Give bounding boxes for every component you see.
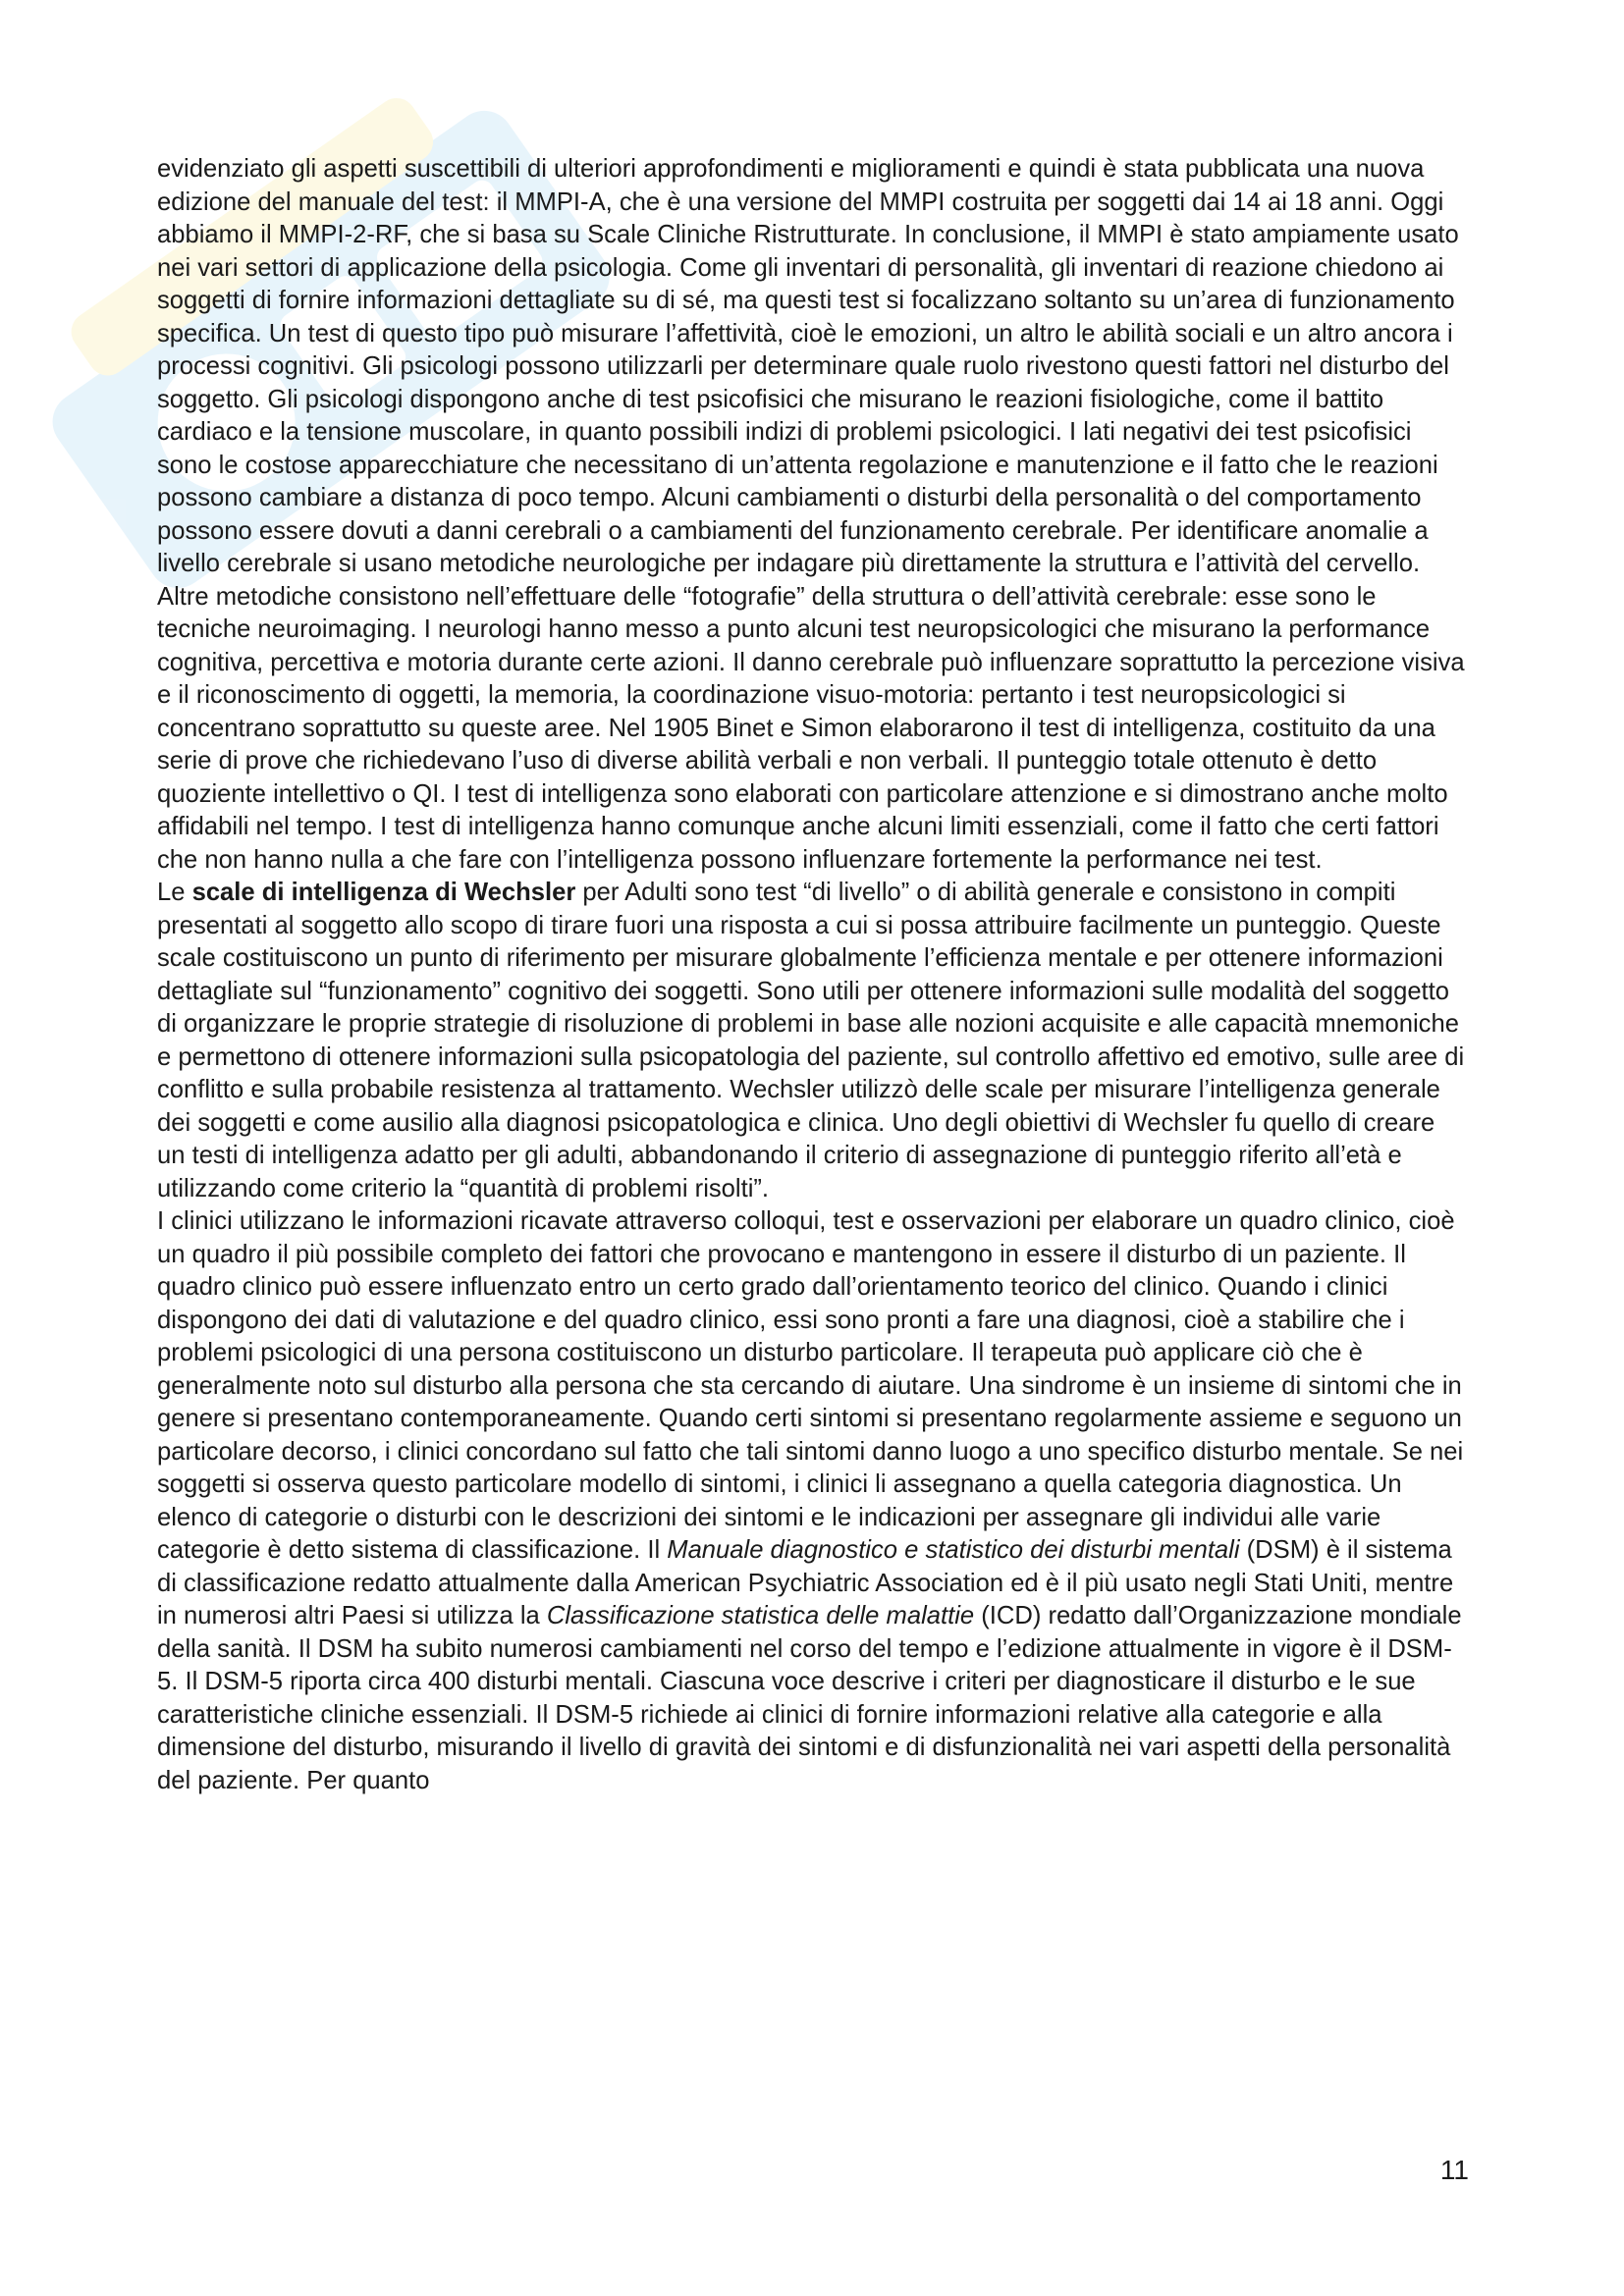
paragraph-2-text: per Adulti sono test “di livello” o di abilità generale e consistono in compiti presentati al soggetto allo scopo di tirare fuori una risposta a cui si possa attribuire facilmente un punteggio. Queste scale costituiscono un punto di riferimento per misurare globalmente l’efficienza mentale e per ottenere informazioni dettagliate sul “funzionamento” cognitivo dei soggetti. Sono utili per ottenere informazioni sulle modalità del soggetto di organizzare le proprie strategie di risoluzione di problemi in base alle nozioni acquisite e alle capacità mnemoniche e permettono di ottenere informazioni sulla psicopatologia del paziente, sul controllo affettivo ed emotivo, sulle aree di conflitto e sulla probabile resistenza al trattamento. Wechsler utilizzò delle scale per misurare l’intelligenza generale dei soggetti e come ausilio alla diagnosi psicopatologica e clinica. Uno degli obiettivi di Wechsler fu quello di creare un testi di intelligenza adatto per gli adulti, abbandonando il criterio di assegnazione di punteggio riferito all’età e utilizzando come criterio la “quantità di problemi risolti”. xyxy=(157,879,1465,1202)
paragraph-2-text-lead: Le xyxy=(157,879,192,906)
paragraph-3 xyxy=(157,1205,1469,1797)
paragraph-3-text-b: (DSM) è il sistema di classificazione redatto attualmente dalla American Psychiatric Association ed è il più usato negli Stati Uniti, mentre in numerosi altri Paesi si utilizza la xyxy=(157,1536,1454,1629)
paragraph-1-text: evidenziato gli aspetti suscettibili di ulteriori approfondimenti e miglioramenti e quindi è stata pubblicata una nuova edizione del manuale del test: il MMPI-A, che è una versione del MMPI costruita per soggetti dai 14 ai 18 anni. Oggi abbiamo il MMPI-2-RF, che si basa su Scale Cliniche Ristrutturate. In conclusione, il MMPI è stato ampiamente usato nei vari settori di applicazione della psicologia. Come gli inventari di personalità, gli inventari di reazione chiedono ai soggetti di fornire informazioni dettagliate su di sé, ma questi test si focalizzano soltanto su un’area di funzionamento specifica. Un test di questo tipo può misurare l’affettività, cioè le emozioni, un altro le abilità sociali e un altro ancora i processi cognitivi. Gli psicologi possono utilizzarli per determinare quale ruolo rivestono questi fattori nel disturbo del soggetto. Gli psicologi dispongono anche di test psicofisici che misurano le reazioni fisiologiche, come il battito cardiaco e la tensione muscolare, in quanto possibili indizi di problemi psicologici. I lati negativi dei test psicofisici sono le costose apparecchiature che necessitano di un’attenta regolazione e manutenzione e il fatto che le reazioni possono cambiare a distanza di poco tempo. Alcuni cambiamenti o disturbi della personalità o del comportamento possono essere dovuti a danni cerebrali o a cambiamenti del funzionamento cerebrale. Per identificare anomalie a livello cerebrale si usano metodiche neurologiche per indagare più direttamente la struttura e l’attività del cervello. Altre metodiche consistono nell’effettuare delle “fotografie” della struttura o dell’attività cerebrale: esse sono le tecniche neuroimaging. I neurologi hanno messo a punto alcuni test neuropsicologici che misurano la performance cognitiva, percettiva e motoria durante certe azioni. Il danno cerebrale può influenzare soprattutto la percezione visiva e il riconoscimento di oggetti, la memoria, la coordinazione visuo-motoria: pertanto i test neuropsicologici si concentrano soprattutto su queste aree. Nel 1905 Binet e Simon elaborarono il test di intelligenza, costituito da una serie di prove che richiedevano l’uso di diverse abilità verbali e non verbali. Il punteggio totale ottenuto è detto quoziente intellettivo o QI. I test di intelligenza sono elaborati con particolare attenzione e si dimostrano anche molto affidabili nel tempo. I test di intelligenza hanno comunque anche alcuni limiti essenziali, come il fatto che certi fattori che non hanno nulla a che fare con l’intelligenza possono influenzare fortemente la performance nei test. xyxy=(157,155,1465,874)
paragraph-3-text-a: I clinici utilizzano le informazioni ricavate attraverso colloqui, test e osservazioni per elaborare un quadro clinico, cioè un quadro il più possibile completo dei fattori che provocano e mantengono in essere il disturbo di un paziente. Il quadro clinico può essere influenzato entro un certo grado dall’orientamento teorico del clinico. Quando i clinici dispongono dei dati di valutazione e del quadro clinico, essi sono pronti a fare una diagnosi, cioè a stabilire che i problemi psicologici di una persona costituiscono un disturbo particolare. Il terapeuta può applicare ciò che è generalmente noto sul disturbo alla persona che sta cercando di aiutare. Una sindrome è un insieme di sintomi che in genere si presentano contemporaneamente. Quando certi sintomi si presentano regolarmente assieme e seguono un particolare decorso, i clinici concordano sul fatto che tali sintomi danno luogo a uno specifico disturbo mentale. Se nei soggetti si osserva questo particolare modello di sintomi, i clinici li assegnano a quella categoria diagnostica. Un elenco di categorie o disturbi con le descrizioni dei sintomi e le indicazioni per assegnare gli individui alle varie categorie è detto sistema di classificazione. Il xyxy=(157,1207,1464,1564)
page-body xyxy=(157,153,1469,1797)
icd-title: Classificazione statistica delle malattie xyxy=(546,1602,975,1629)
wechsler-scales-term: scale di intelligenza di Wechsler xyxy=(191,879,576,906)
dsm-title: Manuale diagnostico e statistico dei disturbi mentali xyxy=(667,1536,1240,1564)
page-number: 11 xyxy=(1439,2155,1469,2185)
paragraph-1 xyxy=(157,153,1469,877)
paragraph-2 xyxy=(157,877,1469,1205)
paragraph-3-text-c: (ICD) redatto dall’Organizzazione mondiale della sanità. Il DSM ha subito numerosi cambiamenti nel corso del tempo e l’edizione attualmente in vigore è il DSM-5. Il DSM-5 riporta circa 400 disturbi mentali. Ciascuna voce descrive i criteri per diagnosticare il disturbo e le sue caratteristiche cliniche essenziali. Il DSM-5 richiede ai clinici di fornire informazioni relative alla categorie e alla dimensione del disturbo, misurando il livello di gravità dei sintomi e di disfunzionalità nei vari aspetti della personalità del paziente. Per quanto xyxy=(157,1602,1462,1794)
